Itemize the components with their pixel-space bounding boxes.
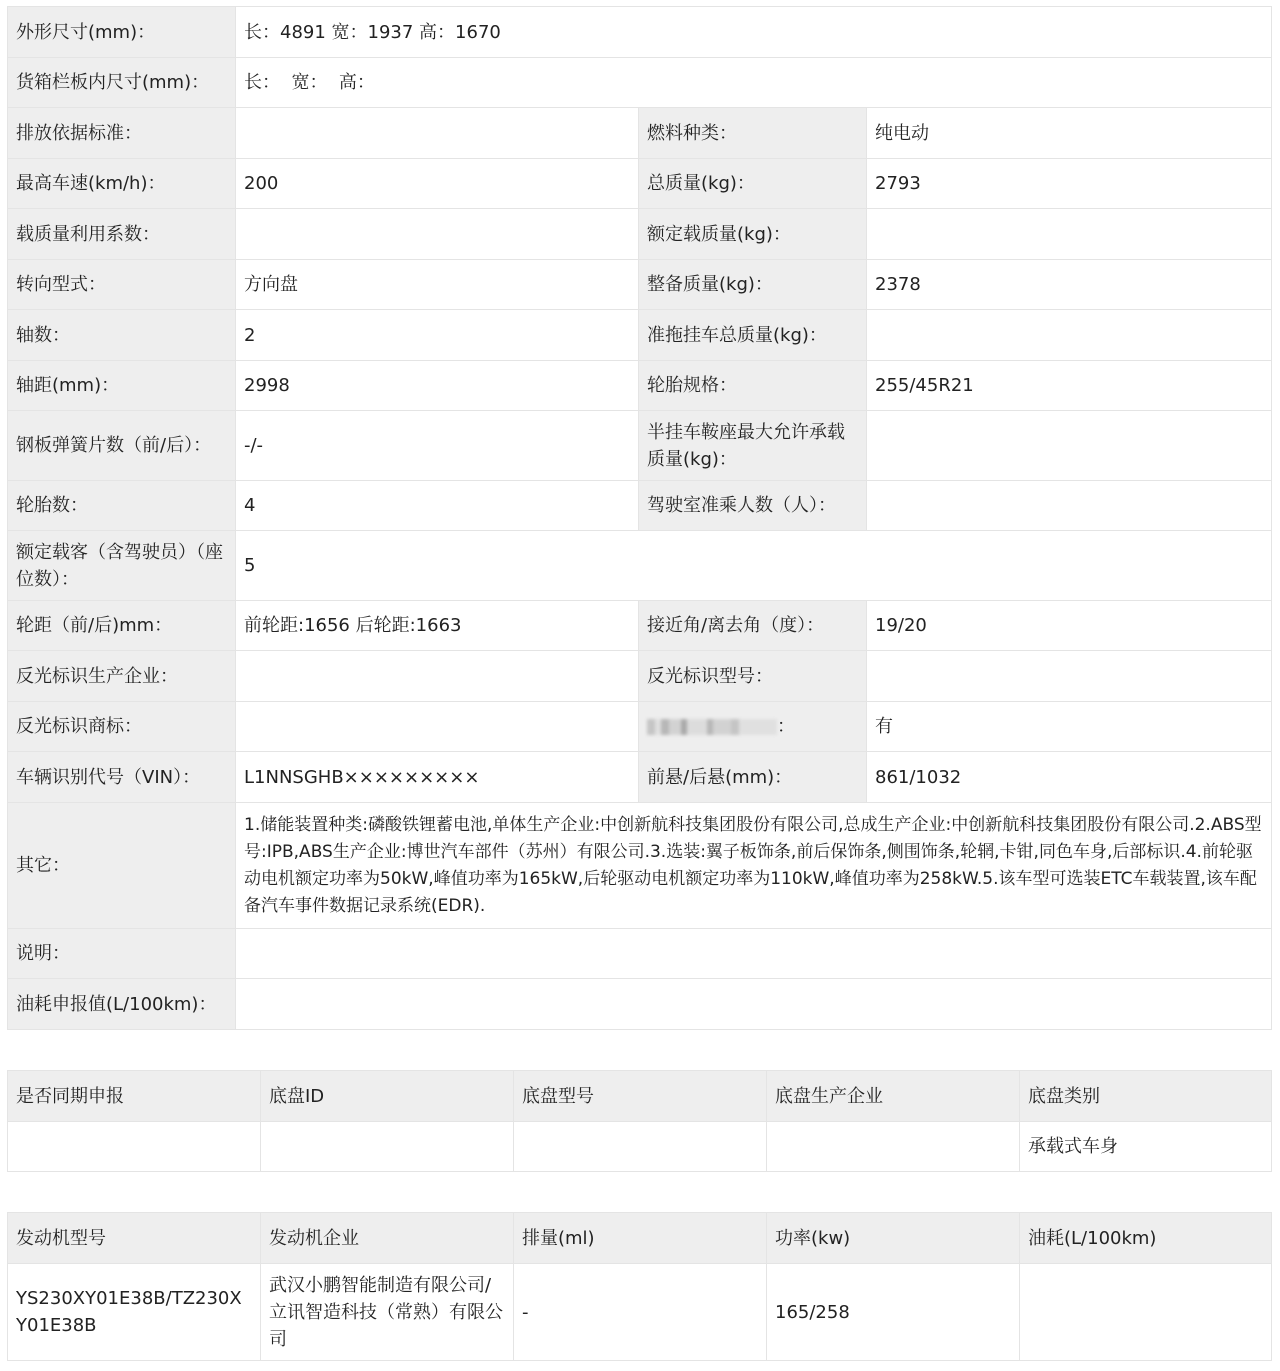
label-cargo-box: 货箱栏板内尺寸(mm)：: [8, 58, 236, 108]
spec-row: [8, 260, 1272, 310]
engine-header-row: [8, 1213, 1272, 1264]
value-angles: 19/20: [867, 601, 1272, 651]
label-gross-mass: 总质量(kg)：: [639, 159, 867, 209]
engine-cell-fuel: [1020, 1264, 1272, 1361]
engine-cell-model: YS230XY01E38B/TZ230XY01E38B: [8, 1264, 261, 1361]
spec-row: [8, 310, 1272, 361]
chassis-cell-model: [514, 1122, 767, 1172]
value-other: 1.储能装置种类:磷酸铁锂蓄电池,单体生产企业:中创新航科技集团股份有限公司,总成生产企业:中创新航科技集团股份有限公司.2.ABS型号:IPB,ABS生产企业:博世汽车部件（苏州）有限公司.3.选装:翼子板饰条,前后保饰条,侧围饰条,轮辋,卡钳,同色车身,后部标识.4.前轮驱动电机额定功率为50kW,峰值功率为165kW,后轮驱动电机额定功率为110kW,峰值功率为258kW.5.该车型可选装ETC车载装置,该车配备汽车事件数据记录系统(EDR).: [236, 803, 1272, 929]
value-gross-mass: 2793: [867, 159, 1272, 209]
vehicle-spec-table: [7, 6, 1272, 1030]
label-steering: 转向型式：: [8, 260, 236, 310]
value-fuel-consumption: [236, 979, 1272, 1030]
value-tires: 4: [236, 481, 639, 531]
spec-row-notes: [8, 929, 1272, 979]
label-fuel-consumption: 油耗申报值(L/100km)：: [8, 979, 236, 1030]
chassis-cell-concurrent: [8, 1122, 261, 1172]
value-notes: [236, 929, 1272, 979]
spec-row: [8, 159, 1272, 209]
chassis-cell-type: 承载式车身: [1020, 1122, 1272, 1172]
chassis-header-type: 底盘类别: [1020, 1071, 1272, 1122]
label-tires: 轮胎数：: [8, 481, 236, 531]
label-track: 轮距（前/后)mm：: [8, 601, 236, 651]
value-load-coeff: [236, 209, 639, 260]
engine-header-model: 发动机型号: [8, 1213, 261, 1264]
value-reflector-model: [867, 651, 1272, 702]
chassis-header-maker: 底盘生产企业: [767, 1071, 1020, 1122]
label-other: 其它：: [8, 803, 236, 929]
label-notes: 说明：: [8, 929, 236, 979]
engine-header-displacement: 排量(ml): [514, 1213, 767, 1264]
chassis-header-concurrent: 是否同期申报: [8, 1071, 261, 1122]
value-tire-spec: 255/45R21: [867, 361, 1272, 411]
label-leaf-springs: 钢板弹簧片数（前/后）：: [8, 411, 236, 481]
chassis-row: [8, 1122, 1272, 1172]
value-axles: 2: [236, 310, 639, 361]
label-angles: 接近角/离去角（度）：: [639, 601, 867, 651]
engine-cell-displacement: -: [514, 1264, 767, 1361]
label-reflector-maker: 反光标识生产企业：: [8, 651, 236, 702]
value-leaf-springs: -/-: [236, 411, 639, 481]
value-overhang: 861/1032: [867, 752, 1272, 803]
blurred-field-colon: ：: [777, 716, 795, 737]
value-saddle-load: [867, 411, 1272, 481]
label-dimensions: 外形尺寸(mm)：: [8, 7, 236, 58]
chassis-header-id: 底盘ID: [261, 1071, 514, 1122]
spec-row: [8, 752, 1272, 803]
value-vin: L1NNSGHB×××××××××: [236, 752, 639, 803]
label-blurred-field: [639, 702, 867, 752]
spec-row: [8, 209, 1272, 260]
chassis-cell-id: [261, 1122, 514, 1172]
engine-header-maker: 发动机企业: [261, 1213, 514, 1264]
label-reflector-model: 反光标识型号：: [639, 651, 867, 702]
spec-row: [8, 411, 1272, 481]
spec-row: [8, 651, 1272, 702]
label-saddle-load: 半挂车鞍座最大允许承载质量(kg)：: [639, 411, 867, 481]
chassis-header-row: [8, 1071, 1272, 1122]
label-cab-seats: 驾驶室准乘人数（人）：: [639, 481, 867, 531]
label-load-coeff: 载质量利用系数：: [8, 209, 236, 260]
value-emission-std: [236, 108, 639, 159]
blurred-text: [647, 719, 777, 735]
label-trailer-mass: 准拖挂车总质量(kg)：: [639, 310, 867, 361]
label-emission-std: 排放依据标准：: [8, 108, 236, 159]
label-reflector-brand: 反光标识商标：: [8, 702, 236, 752]
label-passengers: 额定载客（含驾驶员）（座位数）：: [8, 531, 236, 601]
engine-cell-power: 165/258: [767, 1264, 1020, 1361]
value-max-speed: 200: [236, 159, 639, 209]
engine-cell-maker: 武汉小鹏智能制造有限公司/立讯智造科技（常熟）有限公司: [261, 1264, 514, 1361]
spec-row-other: [8, 803, 1272, 929]
label-tire-spec: 轮胎规格：: [639, 361, 867, 411]
label-vin: 车辆识别代号（VIN）：: [8, 752, 236, 803]
spec-row-dimensions: [8, 7, 1272, 58]
label-fuel-type: 燃料种类：: [639, 108, 867, 159]
spec-row: [8, 702, 1272, 752]
label-rated-load: 额定载质量(kg)：: [639, 209, 867, 260]
chassis-table: [7, 1070, 1272, 1172]
chassis-cell-maker: [767, 1122, 1020, 1172]
value-reflector-brand: [236, 702, 639, 752]
label-wheelbase: 轴距(mm)：: [8, 361, 236, 411]
value-blurred-field: 有: [867, 702, 1272, 752]
spec-row-cargo-box: [8, 58, 1272, 108]
engine-row: [8, 1264, 1272, 1361]
value-reflector-maker: [236, 651, 639, 702]
spec-row: [8, 481, 1272, 531]
value-cab-seats: [867, 481, 1272, 531]
value-cargo-box: 长： 宽： 高：: [236, 58, 1272, 108]
value-fuel-type: 纯电动: [867, 108, 1272, 159]
value-dimensions: 长：4891 宽：1937 高：1670: [236, 7, 1272, 58]
value-wheelbase: 2998: [236, 361, 639, 411]
label-overhang: 前悬/后悬(mm)：: [639, 752, 867, 803]
spec-row: [8, 601, 1272, 651]
spec-row: [8, 108, 1272, 159]
engine-header-fuel: 油耗(L/100km): [1020, 1213, 1272, 1264]
engine-table: [7, 1212, 1272, 1361]
chassis-header-model: 底盘型号: [514, 1071, 767, 1122]
spec-row-fuel-consumption: [8, 979, 1272, 1030]
value-track: 前轮距:1656 后轮距:1663: [236, 601, 639, 651]
value-curb-mass: 2378: [867, 260, 1272, 310]
spec-row: [8, 361, 1272, 411]
spec-row-passengers: [8, 531, 1272, 601]
engine-header-power: 功率(kw): [767, 1213, 1020, 1264]
value-steering: 方向盘: [236, 260, 639, 310]
value-trailer-mass: [867, 310, 1272, 361]
label-max-speed: 最高车速(km/h)：: [8, 159, 236, 209]
value-rated-load: [867, 209, 1272, 260]
label-axles: 轴数：: [8, 310, 236, 361]
value-passengers: 5: [236, 531, 1272, 601]
label-curb-mass: 整备质量(kg)：: [639, 260, 867, 310]
